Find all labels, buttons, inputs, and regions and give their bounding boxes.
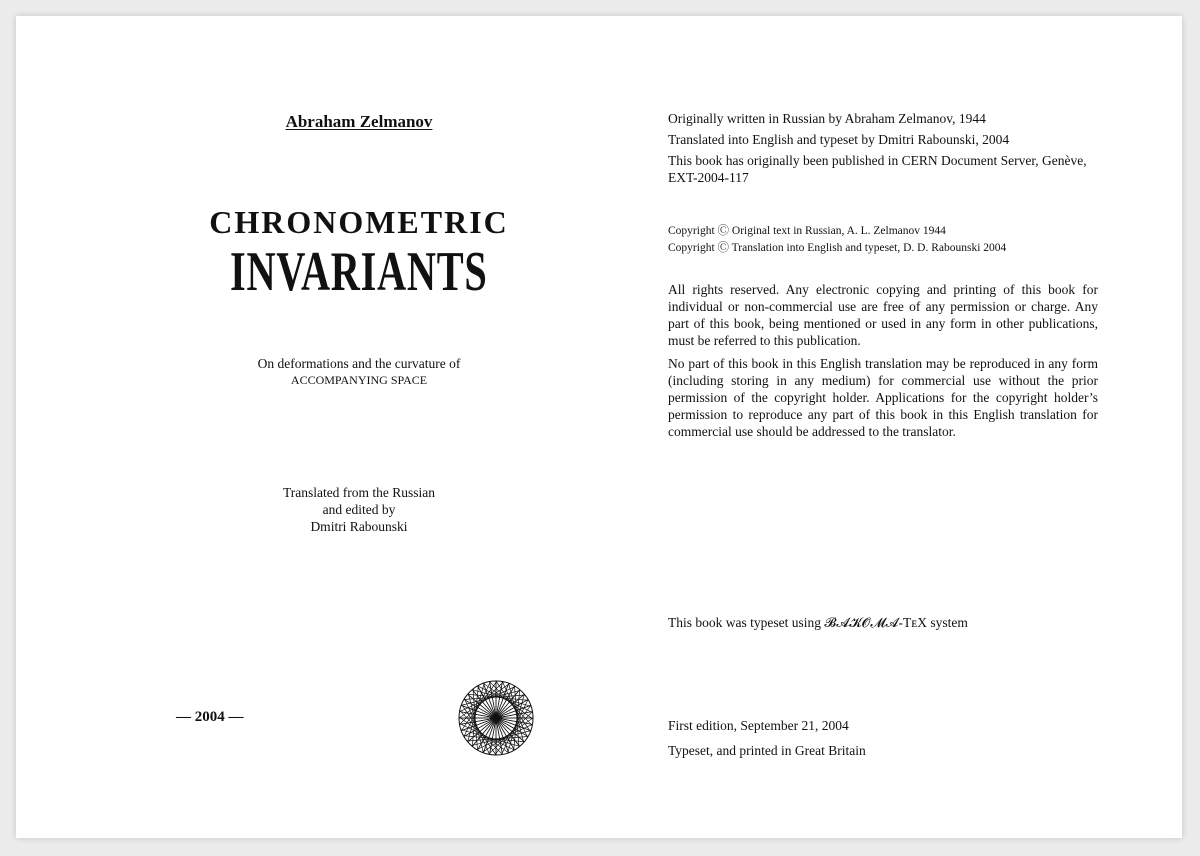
copyright-line-1: Copyright Ⓒ Original text in Russian, A. L. Zelmanov 1944 [668, 225, 946, 237]
title-line-1: CHRONOMETRIC [209, 204, 509, 240]
book-spread [16, 16, 1182, 838]
rights-paragraph-2: No part of this book in this English translation may be reproduced in any form (including storing in any medium) for commercial use without the prior permission of the copyright holder. Applications for the copyright holder’s permission to reproduce any part of this book in this English translation for commercial use should be addressed to the translator. [668, 356, 1098, 439]
subtitle [16, 356, 702, 388]
string-art-emblem-icon [456, 678, 536, 758]
subtitle-line-2: ACCOMPANYING SPACE [290, 373, 428, 387]
origin-line-2: Translated into English and typeset by Dmitri Rabounski, 2004 [668, 132, 1010, 147]
rights-paragraph-1: All rights reserved. Any electronic copying and printing of this book for individual or non-commercial use are free of any permission or charge. Any part of this book, being mentioned or used in any form in other publications, must be referred to this publication. [668, 282, 1098, 348]
origin-line-3: This book has originally been published in CERN Document Server, Genève, EXT-2004-117 [668, 153, 1087, 185]
copyright-line-2: Copyright Ⓒ Translation into English and typeset, D. D. Rabounski 2004 [668, 242, 1007, 254]
copyright-notes [668, 223, 1098, 257]
title-line-2-text: INVARIANTS [230, 241, 488, 303]
translator-credit [16, 484, 702, 535]
origin-line-1: Originally written in Russian by Abraham Zelmanov, 1944 [668, 111, 986, 126]
edition-date: First edition, September 21, 2004 [668, 718, 849, 733]
subtitle-line-1: On deformations and the curvature of [257, 356, 461, 371]
typeset-note [668, 614, 1098, 631]
printed-location: Typeset, and printed in Great Britain [668, 743, 866, 758]
translator-line-1: Translated from the Russian [282, 485, 436, 500]
rights-notes [668, 281, 1098, 446]
translator-line-3: Dmitri Rabounski [310, 519, 408, 534]
translator-line-2: and edited by [322, 502, 396, 517]
copyright-page [668, 16, 1098, 838]
typeset-note-text: This book was typeset using 𝓑𝓐𝓚𝓞𝓜𝓐-TᴇX system [668, 615, 968, 630]
author-name: Abraham Zelmanov [285, 112, 433, 131]
title-line-2 [16, 242, 702, 302]
origin-notes [668, 110, 1098, 190]
title-page [16, 16, 616, 838]
publication-year: — 2004 — [176, 709, 244, 725]
edition-notes [668, 717, 1098, 767]
